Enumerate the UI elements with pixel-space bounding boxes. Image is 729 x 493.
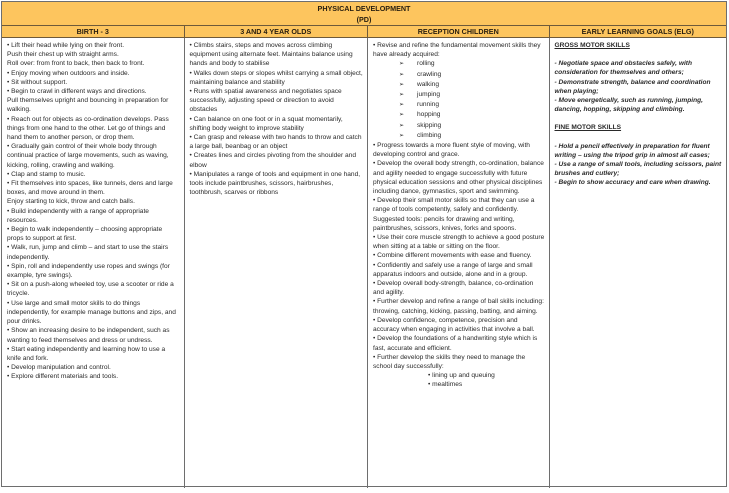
skill-item: ➢ walking bbox=[373, 80, 545, 90]
fine-motor-heading: FINE MOTOR SKILLS bbox=[554, 124, 622, 132]
list-item: • Sit without support. bbox=[7, 78, 68, 86]
skill-item: ➢ hopping bbox=[373, 110, 545, 120]
column-headers bbox=[2, 26, 726, 38]
header-birth-3: BIRTH - 3 bbox=[2, 26, 185, 37]
list-item: • Start eating independently and learning how to use a knife and fork. bbox=[7, 345, 166, 362]
goal-item: - Use a range of small tools, including scissors, paint brushes and cutlery; bbox=[554, 161, 722, 178]
list-item: • Can balance on one foot or in a squat momentarily, shifting body weight to improve stability bbox=[189, 115, 343, 132]
list-item: • Enjoy moving when outdoors and inside. bbox=[7, 69, 130, 77]
list-item: • Lift their head while lying on their front. bbox=[7, 42, 125, 49]
list-item: • Reach out for objects as co-ordination develops. Pass things from one hand to the other. Let go of things and hand them to another person, or drop them. bbox=[7, 115, 169, 142]
list-item: • Walks down steps or slopes whilst carrying a small object, maintaining balance and stability bbox=[189, 69, 363, 86]
list-item: • Develop manipulation and control. bbox=[7, 364, 111, 372]
goal-item: - Hold a pencil effectively in preparation for fluent writing – using the tripod grip in almost all cases; bbox=[554, 142, 710, 159]
arrow-bullet-icon: ➢ bbox=[399, 81, 405, 88]
list-item: • Develop the foundations of a handwriting style which is fast, accurate and efficient. bbox=[373, 335, 538, 352]
column-reception bbox=[368, 38, 550, 488]
list-item: • Begin to crawl in different ways and directions. bbox=[7, 88, 147, 96]
header-elg: EARLY LEARNING GOALS (ELG) bbox=[581, 27, 694, 36]
list-item: • Spin, roll and independently use ropes and swings (for example, tyre swings). bbox=[7, 262, 170, 280]
skill-item: ➢ climbing bbox=[373, 131, 545, 141]
list-item: • Can grasp and release with two hands to throw and catch a large ball, beanbag or an object bbox=[189, 134, 362, 151]
list-item: • Build independently with a range of appropriate resources. bbox=[7, 207, 149, 224]
skill-item: ➢ running bbox=[373, 100, 545, 110]
column-3-4-year-olds bbox=[185, 38, 369, 488]
goal-item: - Demonstrate strength, balance and coordination when playing; bbox=[554, 78, 711, 95]
arrow-bullet-icon: ➢ bbox=[399, 112, 405, 119]
table-title bbox=[2, 2, 726, 26]
list-item: • Explore different materials and tools. bbox=[7, 373, 119, 381]
list-item: • Sit on a push-along wheeled toy, use a scooter or ride a tricycle. bbox=[7, 281, 174, 298]
goal-item: - Move energetically, such as running, jumping, dancing, hopping, skipping and climbing. bbox=[554, 97, 704, 114]
sub-list-item: • mealtimes bbox=[428, 381, 463, 389]
goal-item: - Negotiate space and obstacles safely, with consideration for themselves and others; bbox=[554, 60, 693, 77]
list-item: • Gradually gain control of their whole body through continual practice of large movements, such as waving, kicking, rolling, crawling and walking. bbox=[7, 143, 169, 169]
gross-motor-heading: GROSS MOTOR SKILLS bbox=[554, 42, 630, 49]
column-birth-3 bbox=[2, 38, 185, 488]
list-item: • Use large and small motor skills to do things independently, for example manage buttons and zips, and pour drinks. bbox=[7, 299, 176, 326]
list-item: • Begin to walk independently – choosing appropriate props to support at first. bbox=[7, 226, 163, 243]
list-item: • Combine different movements with ease and fluency. bbox=[373, 252, 532, 260]
arrow-bullet-icon: ➢ bbox=[399, 122, 405, 129]
list-item: • Develop confidence, competence, precision and accuracy when engaging in activities that involve a ball. bbox=[373, 316, 535, 334]
list-item: Roll over: from front to back, then back to front. bbox=[7, 60, 145, 68]
list-item: • Progress towards a more fluent style of moving, with developing control and grace. bbox=[373, 142, 530, 159]
list-item: Enjoy starting to kick, throw and catch balls. bbox=[7, 198, 135, 206]
list-item: • Creates lines and circles pivoting from the shoulder and elbow bbox=[189, 152, 357, 169]
list-item: • Use their core muscle strength to achieve a good posture when sitting at a table or sitting on the floor. bbox=[373, 234, 545, 251]
list-item: • Develop the overall body strength, co-ordination, balance and agility needed to engage successfully with future physical education sessions and other physical disciplines including dance, gymnastics, sport and swimming. bbox=[373, 160, 544, 196]
header-reception: RECEPTION CHILDREN bbox=[368, 26, 550, 37]
skill-item: ➢ rolling bbox=[373, 59, 545, 69]
title-line-2: (PD) bbox=[356, 15, 372, 24]
list-item: • Revise and refine the fundamental movement skills they have already acquired: bbox=[373, 42, 541, 59]
arrow-bullet-icon: ➢ bbox=[399, 71, 405, 78]
skill-item: ➢ crawling bbox=[373, 70, 545, 80]
arrow-bullet-icon: ➢ bbox=[399, 102, 405, 109]
list-item: • Further develop and refine a range of ball skills including: throwing, catching, kicking, passing, batting, and aiming. bbox=[373, 298, 544, 315]
list-item: • Show an increasing desire to be independent, such as wanting to feed themselves and dress or undress. bbox=[7, 327, 170, 344]
list-item: • Fit themselves into spaces, like tunnels, dens and large boxes, and move around in them. bbox=[7, 180, 173, 197]
skill-item: ➢ skipping bbox=[373, 121, 545, 131]
list-item: • Develop their small motor skills so that they can use a range of tools competently, safely and confidently. Suggested tools: pencils for drawing and writing, paintbrushes, scissors, knives, forks and spoons. bbox=[373, 197, 535, 232]
list-item: • Climbs stairs, steps and moves across climbing equipment using alternate feet. Maintains balance using hands and body to stabilise bbox=[189, 42, 353, 68]
arrow-bullet-icon: ➢ bbox=[399, 61, 405, 68]
skill-item: ➢ jumping bbox=[373, 90, 545, 100]
list-item: • Walk, run, jump and climb – and start to use the stairs independently. bbox=[7, 244, 169, 261]
list-item: • Develop overall body-strength, balance, co-ordination and agility. bbox=[373, 280, 534, 297]
list-item: Pull themselves upright and bouncing in preparation for walking. bbox=[7, 97, 169, 114]
list-item: • Manipulates a range of tools and equipment in one hand, tools include paintbrushes, scissors, hairbrushes, toothbrush, scarves or ribbons bbox=[189, 170, 361, 197]
list-item: • Further develop the skills they need to manage the school day successfully: bbox=[373, 353, 526, 370]
list-item: • Confidently and safely use a range of large and small apparatus indoors and outside, alone and in a group. bbox=[373, 261, 533, 278]
header-3-4-year-olds: 3 AND 4 YEAR OLDS bbox=[185, 26, 369, 37]
title-line-1: PHYSICAL DEVELOPMENT bbox=[317, 4, 411, 13]
arrow-bullet-icon: ➢ bbox=[399, 132, 405, 139]
list-item: Push their chest up with straight arms. bbox=[7, 51, 119, 59]
physical-development-table bbox=[1, 1, 727, 487]
list-item: • Runs with spatial awareness and negotiates space successfully, adjusting speed or direction to avoid obstacles bbox=[189, 88, 342, 114]
sub-list-item: • lining up and queuing bbox=[428, 372, 495, 380]
arrow-bullet-icon: ➢ bbox=[399, 92, 405, 99]
goal-item: - Begin to show accuracy and care when drawing. bbox=[554, 179, 711, 187]
list-item: • Clap and stamp to music. bbox=[7, 170, 86, 178]
column-elg bbox=[550, 38, 727, 488]
